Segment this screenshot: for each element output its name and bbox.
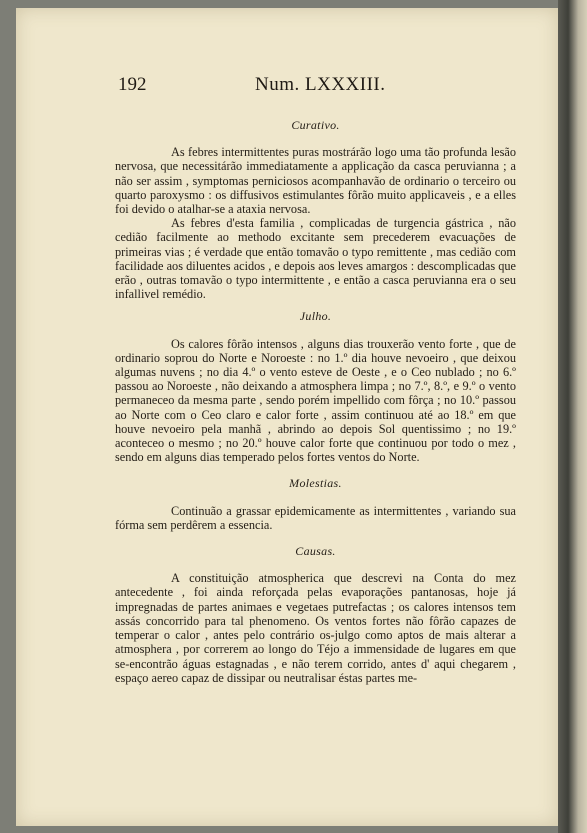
running-title: Num. LXXXIII.: [255, 74, 386, 95]
section-heading-curativo: Curativo.: [291, 118, 340, 132]
paragraph-curativo-2: As febres d'esta familia , complicadas de turgencia gástrica , não cedião facilmente ao methodo excitante sem precederem evacuações de primeiras vias ; é verdade que então tomavão o typo remittente , mas cedião com facilidade aos diluentes acidos , e depois aos leves amargos : descomplicadas que erão , outras tomavão o typo intermittente , e então a casca peruvianna era o seu infallivel remédio.: [115, 216, 516, 302]
page-body: [115, 118, 516, 685]
book-spine-edge: [558, 0, 587, 833]
page-header: [118, 74, 398, 98]
paragraph-causas-1: A constituição atmospherica que descrevi na Conta do mez antecedente , foi ainda reforçada pelas evaporações pantanosas, hoje já impregnadas de partes animaes e vegetaes putrefactas ; os calores intensos tem assás concorrido para tal phenomeno. Os ventos fortes não fôrão capazes de temperar o calor , antes pelo contrário os-julgo como aptos de mais alterar a atmosphera , por correrem ao longo do Téjo a immensidade de lugares em que se-encontrão águas estagnadas , e não terem corrido, antes d' aqui chegarem , espaço aereo capaz de dissipar ou neutralisar éstas partes me-: [115, 571, 516, 685]
paragraph-molestias-1: Continuão a grassar epidemicamente as intermittentes , variando sua fórma sem perdêrem a essencia.: [115, 503, 516, 532]
section-heading-molestias: Molestias.: [289, 476, 342, 491]
section-heading-julho: Julho.: [299, 309, 332, 324]
page-number: 192: [118, 74, 147, 95]
section-heading-causas: Causas.: [295, 544, 336, 559]
paragraph-curativo-1: As febres intermittentes puras mostrárão logo uma tão profunda lesão nervosa, que necessitárão immediatamente a applicação da casca peruvianna ; a não ser assim , symptomas perniciosos acompanhavão de ordinario o terceiro ou quarto paroxysmo : os diffusivos estimulantes fôrão muito applicaveis , e a elles foi devido o atalhar-se a ataxia nervosa.: [115, 145, 516, 217]
paragraph-julho-1: Os calores fôrão intensos , alguns dias trouxerão vento forte , que de ordinario soprou do Norte e Noroeste : no 1.º dia houve nevoeiro , que deixou algumas nuvens ; no dia 4.º o vento esteve de Oeste , e o Ceo nublado ; no 6.º passou ao Noroeste , não deixando a atmosphera limpa ; no 7.º, 8.º, e 9.º o vento permaneceo da mesma parte , sendo porém impellido com fôrça ; no 10.º passou ao Norte com o Ceo claro e calor forte , assim continuou até ao 18.º em que houve nevoeiro pela manhã , abrindo ao depois Sol quentissimo ; no 19.º aconteceo o mesmo ; no 20.º houve calor forte que continuou por todo o mez , sendo em alguns dias temperado pelos fortes ventos do Norte.: [115, 336, 516, 465]
